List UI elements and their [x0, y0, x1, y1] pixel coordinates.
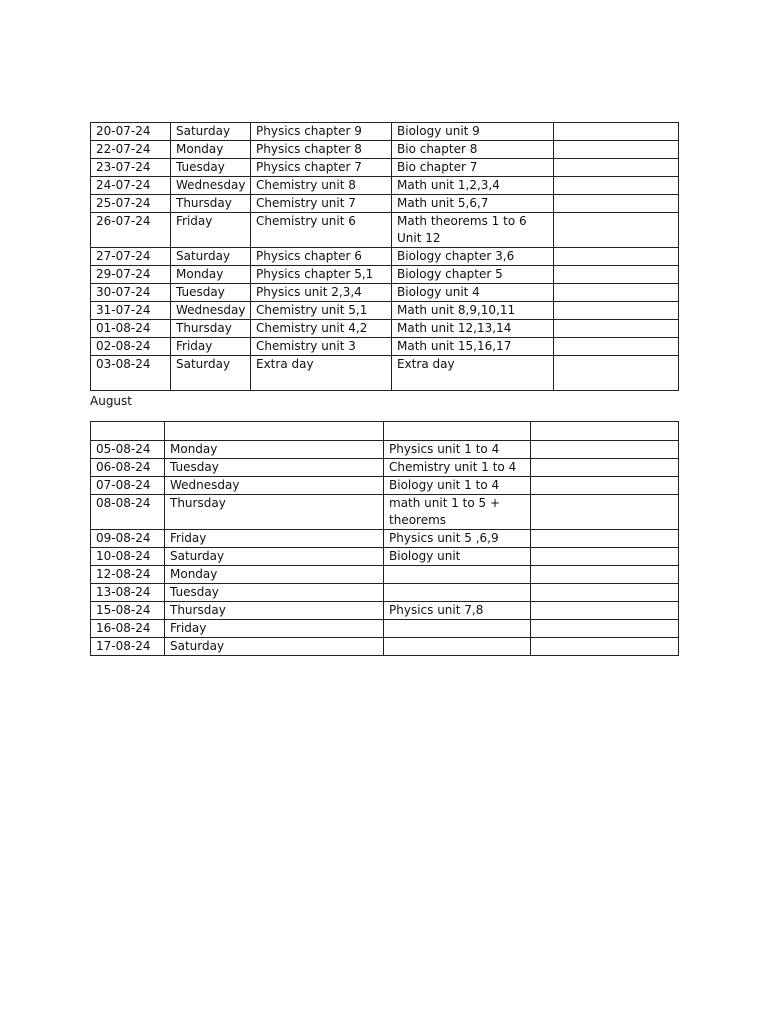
subject-b-cell: Math unit 8,9,10,11 — [392, 302, 554, 320]
extra-cell — [554, 302, 679, 320]
day-cell: Thursday — [165, 602, 384, 620]
header-cell — [91, 422, 165, 441]
day-cell: Friday — [171, 338, 251, 356]
day-cell: Thursday — [171, 195, 251, 213]
day-cell: Friday — [171, 213, 251, 248]
extra-cell — [531, 602, 679, 620]
subject-a-cell: Physics chapter 7 — [251, 159, 392, 177]
date-cell: 25-07-24 — [91, 195, 171, 213]
date-cell: 05-08-24 — [91, 441, 165, 459]
day-cell: Wednesday — [165, 477, 384, 495]
subject-cell: Physics unit 7,8 — [384, 602, 531, 620]
day-cell: Tuesday — [165, 584, 384, 602]
extra-cell — [531, 495, 679, 530]
subject-b-cell: Extra day — [392, 356, 554, 391]
subject-cell: Physics unit 1 to 4 — [384, 441, 531, 459]
table-row — [91, 477, 679, 495]
date-cell: 29-07-24 — [91, 266, 171, 284]
date-cell: 31-07-24 — [91, 302, 171, 320]
subject-cell — [384, 566, 531, 584]
subject-cell: math unit 1 to 5 + theorems — [384, 495, 531, 530]
subject-cell: Biology unit 1 to 4 — [384, 477, 531, 495]
day-cell: Saturday — [165, 638, 384, 656]
extra-cell — [554, 266, 679, 284]
table-row — [91, 338, 679, 356]
day-cell: Thursday — [165, 495, 384, 530]
date-cell: 08-08-24 — [91, 495, 165, 530]
august-section-label: August — [90, 394, 132, 408]
subject-a-cell: Chemistry unit 7 — [251, 195, 392, 213]
extra-cell — [554, 320, 679, 338]
date-cell: 15-08-24 — [91, 602, 165, 620]
day-cell: Wednesday — [171, 177, 251, 195]
header-cell — [531, 422, 679, 441]
day-cell: Tuesday — [165, 459, 384, 477]
table-row — [91, 177, 679, 195]
day-cell: Friday — [165, 620, 384, 638]
day-cell: Monday — [165, 566, 384, 584]
date-cell: 01-08-24 — [91, 320, 171, 338]
date-cell: 20-07-24 — [91, 123, 171, 141]
table-row — [91, 266, 679, 284]
table-row — [91, 584, 679, 602]
extra-cell — [531, 459, 679, 477]
subject-a-cell: Chemistry unit 3 — [251, 338, 392, 356]
subject-b-cell: Math unit 12,13,14 — [392, 320, 554, 338]
day-cell: Monday — [171, 141, 251, 159]
subject-b-cell: Math unit 15,16,17 — [392, 338, 554, 356]
subject-a-cell: Chemistry unit 6 — [251, 213, 392, 248]
subject-a-cell: Physics unit 2,3,4 — [251, 284, 392, 302]
date-cell: 30-07-24 — [91, 284, 171, 302]
extra-cell — [554, 284, 679, 302]
date-cell: 06-08-24 — [91, 459, 165, 477]
extra-cell — [531, 441, 679, 459]
date-cell: 03-08-24 — [91, 356, 171, 391]
subject-a-cell: Extra day — [251, 356, 392, 391]
subject-b-cell: Bio chapter 8 — [392, 141, 554, 159]
table-row — [91, 548, 679, 566]
subject-a-cell: Chemistry unit 8 — [251, 177, 392, 195]
day-cell: Monday — [171, 266, 251, 284]
subject-a-cell: Physics chapter 9 — [251, 123, 392, 141]
subject-cell — [384, 638, 531, 656]
day-cell: Saturday — [171, 248, 251, 266]
subject-a-cell: Physics chapter 5,1 — [251, 266, 392, 284]
date-cell: 23-07-24 — [91, 159, 171, 177]
extra-cell — [554, 159, 679, 177]
august-schedule-table — [90, 421, 679, 656]
date-cell: 16-08-24 — [91, 620, 165, 638]
extra-cell — [554, 356, 679, 391]
date-cell: 09-08-24 — [91, 530, 165, 548]
table-row — [91, 459, 679, 477]
date-cell: 13-08-24 — [91, 584, 165, 602]
extra-cell — [531, 548, 679, 566]
extra-cell — [531, 638, 679, 656]
subject-cell — [384, 584, 531, 602]
table-row — [91, 566, 679, 584]
extra-cell — [531, 584, 679, 602]
subject-cell — [384, 620, 531, 638]
day-cell: Tuesday — [171, 284, 251, 302]
subject-a-cell: Physics chapter 6 — [251, 248, 392, 266]
extra-cell — [531, 530, 679, 548]
subject-cell: Biology unit — [384, 548, 531, 566]
table-row — [91, 195, 679, 213]
date-cell: 10-08-24 — [91, 548, 165, 566]
table-header-row — [91, 422, 679, 441]
table-row — [91, 248, 679, 266]
subject-b-cell: Biology chapter 3,6 — [392, 248, 554, 266]
table-row — [91, 441, 679, 459]
day-cell: Saturday — [171, 123, 251, 141]
extra-cell — [531, 477, 679, 495]
date-cell: 24-07-24 — [91, 177, 171, 195]
date-cell: 26-07-24 — [91, 213, 171, 248]
table-row — [91, 213, 679, 248]
date-cell: 12-08-24 — [91, 566, 165, 584]
subject-b-cell: Math theorems 1 to 6 Unit 12 — [392, 213, 554, 248]
subject-a-cell: Chemistry unit 4,2 — [251, 320, 392, 338]
extra-cell — [554, 338, 679, 356]
table-row — [91, 123, 679, 141]
subject-cell: Chemistry unit 1 to 4 — [384, 459, 531, 477]
extra-cell — [554, 213, 679, 248]
extra-cell — [531, 620, 679, 638]
subject-b-cell: Biology unit 4 — [392, 284, 554, 302]
day-cell: Saturday — [171, 356, 251, 391]
date-cell: 07-08-24 — [91, 477, 165, 495]
table-row — [91, 159, 679, 177]
table-row — [91, 356, 679, 391]
table-row — [91, 620, 679, 638]
table-row — [91, 141, 679, 159]
extra-cell — [554, 248, 679, 266]
table-row — [91, 638, 679, 656]
subject-a-cell: Chemistry unit 5,1 — [251, 302, 392, 320]
table-row — [91, 320, 679, 338]
table-row — [91, 602, 679, 620]
header-cell — [165, 422, 384, 441]
subject-b-cell: Biology unit 9 — [392, 123, 554, 141]
subject-b-cell: Math unit 5,6,7 — [392, 195, 554, 213]
extra-cell — [554, 195, 679, 213]
day-cell: Tuesday — [171, 159, 251, 177]
july-schedule-table — [90, 122, 679, 391]
extra-cell — [554, 177, 679, 195]
date-cell: 27-07-24 — [91, 248, 171, 266]
header-cell — [384, 422, 531, 441]
date-cell: 17-08-24 — [91, 638, 165, 656]
day-cell: Friday — [165, 530, 384, 548]
day-cell: Wednesday — [171, 302, 251, 320]
subject-cell: Physics unit 5 ,6,9 — [384, 530, 531, 548]
table-row — [91, 302, 679, 320]
extra-cell — [531, 566, 679, 584]
table-row — [91, 495, 679, 530]
extra-cell — [554, 123, 679, 141]
table-row — [91, 284, 679, 302]
table-row — [91, 530, 679, 548]
subject-b-cell: Math unit 1,2,3,4 — [392, 177, 554, 195]
subject-b-cell: Biology chapter 5 — [392, 266, 554, 284]
subject-a-cell: Physics chapter 8 — [251, 141, 392, 159]
date-cell: 22-07-24 — [91, 141, 171, 159]
extra-cell — [554, 141, 679, 159]
date-cell: 02-08-24 — [91, 338, 171, 356]
day-cell: Saturday — [165, 548, 384, 566]
day-cell: Monday — [165, 441, 384, 459]
subject-b-cell: Bio chapter 7 — [392, 159, 554, 177]
day-cell: Thursday — [171, 320, 251, 338]
